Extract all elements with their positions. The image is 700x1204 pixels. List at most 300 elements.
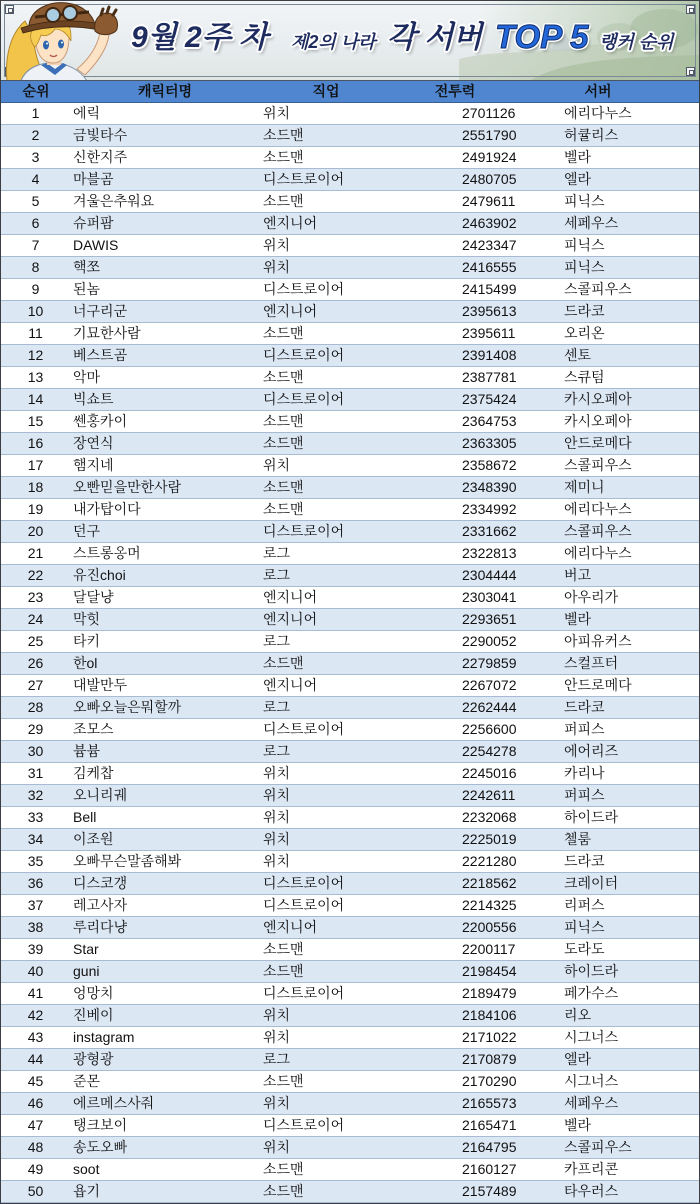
combat-power-cell: 2225019: [462, 831, 517, 847]
server-cell: 벨라: [564, 611, 592, 627]
character-name-cell: 슈퍼팜: [73, 215, 114, 231]
table-row: [1, 851, 699, 873]
rank-cell: 33: [27, 809, 44, 825]
table-row: [1, 1027, 699, 1049]
server-cell: 제미니: [564, 479, 605, 495]
class-cell: 소드맨: [263, 325, 304, 341]
combat-power-cell: 2157489: [462, 1183, 517, 1199]
header-server: 서버: [584, 83, 612, 99]
rank-cell: 8: [31, 259, 40, 275]
class-cell: 소드맨: [263, 1073, 304, 1089]
character-name-cell: 겨울은추워요: [73, 193, 155, 209]
combat-power-cell: 2358672: [462, 457, 517, 473]
character-name-cell: 장연식: [73, 435, 114, 451]
class-cell: 소드맨: [263, 193, 304, 209]
character-name-cell: Bell: [73, 809, 97, 825]
combat-power-cell: 2423347: [462, 237, 517, 253]
server-cell: 하이드라: [564, 963, 619, 979]
rank-cell: 6: [31, 215, 40, 231]
server-cell: 드라코: [564, 853, 605, 869]
rank-cell: 41: [27, 985, 44, 1001]
class-cell: 위치: [263, 765, 291, 781]
server-cell: 스콜피우스: [564, 457, 632, 473]
class-cell: 소드맨: [263, 941, 304, 957]
character-name-cell: soot: [73, 1161, 100, 1177]
rank-cell: 42: [27, 1007, 44, 1023]
class-cell: 위치: [263, 1029, 291, 1045]
table-row: [1, 477, 699, 499]
table-row: [1, 213, 699, 235]
class-cell: 위치: [263, 809, 291, 825]
rank-cell: 3: [31, 149, 40, 165]
table-row: [1, 103, 699, 125]
character-name-cell: 타키: [73, 633, 101, 649]
server-cell: 센토: [564, 347, 592, 363]
class-cell: 디스트로이어: [263, 875, 345, 891]
character-name-cell: 루리다냥: [73, 919, 128, 935]
character-name-cell: 준몬: [73, 1073, 101, 1089]
combat-power-cell: 2214325: [462, 897, 517, 913]
combat-power-cell: 2293651: [462, 611, 517, 627]
server-cell: 에리다누스: [564, 105, 632, 121]
character-name-cell: 핵쪼: [73, 259, 101, 275]
character-name-cell: 내가탑이다: [73, 501, 141, 517]
server-cell: 카시오페아: [564, 391, 632, 407]
combat-power-cell: 2463902: [462, 215, 517, 231]
rank-cell: 9: [31, 281, 40, 297]
combat-power-cell: 2200556: [462, 919, 517, 935]
server-cell: 드라코: [564, 303, 605, 319]
combat-power-cell: 2279859: [462, 655, 517, 671]
character-name-cell: guni: [73, 963, 100, 979]
table-row: [1, 191, 699, 213]
server-cell: 퍼피스: [564, 721, 605, 737]
combat-power-cell: 2304444: [462, 567, 517, 583]
rank-cell: 47: [27, 1117, 44, 1133]
class-cell: 엔지니어: [263, 919, 318, 935]
table-row: [1, 323, 699, 345]
server-cell: 스컬프터: [564, 655, 619, 671]
rank-cell: 18: [27, 479, 44, 495]
table-row: [1, 1181, 699, 1203]
rank-cell: 46: [27, 1095, 44, 1111]
character-name-cell: 햄지네: [73, 457, 114, 473]
table-row: [1, 279, 699, 301]
server-cell: 카시오페아: [564, 413, 632, 429]
rank-cell: 15: [27, 413, 44, 429]
server-cell: 피닉스: [564, 237, 605, 253]
server-cell: 버고: [564, 567, 592, 583]
table-row: [1, 807, 699, 829]
class-cell: 엔지니어: [263, 303, 318, 319]
combat-power-cell: 2416555: [462, 259, 517, 275]
server-cell: 스콜피우스: [564, 523, 632, 539]
combat-power-cell: 2200117: [462, 941, 516, 957]
table-row: [1, 169, 699, 191]
rank-cell: 7: [31, 237, 40, 253]
rank-cell: 39: [27, 941, 44, 957]
rank-cell: 1: [31, 105, 40, 121]
server-cell: 아우리가: [564, 589, 619, 605]
combat-power-cell: 2363305: [462, 435, 517, 451]
server-cell: 카프리콘: [564, 1161, 619, 1177]
class-cell: 위치: [263, 457, 291, 473]
server-cell: 에어리즈: [564, 743, 619, 759]
class-cell: 소드맨: [263, 501, 304, 517]
title-week: 9월 2주 차: [131, 21, 268, 54]
rank-cell: 11: [28, 325, 43, 341]
character-name-cell: 디스코갱: [73, 875, 128, 891]
combat-power-cell: 2395611: [462, 325, 516, 341]
rank-cell: 28: [27, 699, 44, 715]
server-cell: 크레이터: [564, 875, 619, 891]
server-cell: 피닉스: [564, 259, 605, 275]
class-cell: 소드맨: [263, 963, 304, 979]
character-name-cell: 기묘한사람: [73, 325, 141, 341]
combat-power-cell: 2184106: [462, 1007, 517, 1023]
combat-power-cell: 2415499: [462, 281, 517, 297]
class-cell: 위치: [263, 237, 291, 253]
table-row: [1, 873, 699, 895]
rank-cell: 22: [27, 567, 44, 583]
ranking-table-body: [1, 103, 699, 1203]
table-row: [1, 961, 699, 983]
rank-cell: 31: [27, 765, 44, 781]
server-cell: 엘라: [564, 171, 592, 187]
class-cell: 디스트로이어: [263, 391, 345, 407]
rank-cell: 10: [27, 303, 44, 319]
character-name-cell: 에릭: [73, 105, 101, 121]
character-name-cell: 오빤믿을만한사람: [73, 479, 182, 495]
table-row: [1, 983, 699, 1005]
class-cell: 로그: [263, 567, 291, 583]
character-name-cell: 조모스: [73, 721, 114, 737]
header-character-name: 캐릭터명: [137, 83, 193, 99]
character-name-cell: 오빠오늘은뭐할까: [73, 699, 182, 715]
table-row: [1, 895, 699, 917]
header-class: 직업: [312, 83, 340, 99]
character-name-cell: 탱크보이: [73, 1117, 128, 1133]
rank-cell: 34: [27, 831, 44, 847]
rank-cell: 36: [27, 875, 44, 891]
header-spacer: [679, 81, 699, 102]
combat-power-cell: 2262444: [462, 699, 517, 715]
character-name-cell: 욥기: [73, 1183, 101, 1199]
combat-power-cell: 2256600: [462, 721, 517, 737]
rank-cell: 38: [27, 919, 44, 935]
combat-power-cell: 2331662: [462, 523, 517, 539]
character-name-cell: 스트롱옹머: [73, 545, 141, 561]
server-cell: 세페우스: [564, 1095, 619, 1111]
table-row: [1, 543, 699, 565]
combat-power-cell: 2479611: [462, 193, 516, 209]
title-banner: [1, 1, 699, 81]
table-row: [1, 345, 699, 367]
table-row: [1, 1071, 699, 1093]
server-cell: 엘라: [564, 1051, 592, 1067]
character-illustration: [1, 1, 126, 81]
title-top5: TOP 5: [495, 18, 589, 55]
class-cell: 위치: [263, 105, 291, 121]
table-row: [1, 609, 699, 631]
table-row: [1, 521, 699, 543]
combat-power-cell: 2334992: [462, 501, 517, 517]
header-rank: 순위: [22, 83, 50, 99]
rank-cell: 43: [27, 1029, 44, 1045]
character-name-cell: 이조원: [73, 831, 114, 847]
class-cell: 로그: [263, 743, 291, 759]
table-row: [1, 939, 699, 961]
class-cell: 소드맨: [263, 1161, 304, 1177]
table-row: [1, 785, 699, 807]
server-cell: 안드로메다: [564, 677, 632, 693]
rank-cell: 44: [27, 1051, 44, 1067]
table-row: [1, 1115, 699, 1137]
character-name-cell: 레고사자: [73, 897, 128, 913]
rank-cell: 29: [27, 721, 44, 737]
table-row: [1, 1159, 699, 1181]
character-name-cell: 븀븀: [73, 743, 101, 759]
rank-cell: 19: [27, 501, 44, 517]
combat-power-cell: 2164795: [462, 1139, 517, 1155]
server-cell: 리퍼스: [564, 897, 605, 913]
table-row: [1, 1137, 699, 1159]
class-cell: 디스트로이어: [263, 281, 345, 297]
table-row: [1, 147, 699, 169]
rank-cell: 40: [27, 963, 44, 979]
character-name-cell: 막힛: [73, 611, 101, 627]
combat-power-cell: 2165573: [462, 1095, 517, 1111]
server-cell: 안드로메다: [564, 435, 632, 451]
class-cell: 소드맨: [263, 127, 304, 143]
server-cell: 도라도: [564, 941, 605, 957]
server-cell: 하이드라: [564, 809, 619, 825]
rank-cell: 35: [27, 853, 44, 869]
server-cell: 세페우스: [564, 215, 619, 231]
rank-cell: 26: [27, 655, 44, 671]
rank-cell: 45: [27, 1073, 44, 1089]
character-name-cell: 송도오빠: [73, 1139, 128, 1155]
character-name-cell: 진베이: [73, 1007, 114, 1023]
rank-cell: 24: [27, 611, 44, 627]
combat-power-cell: 2290052: [462, 633, 517, 649]
server-cell: 에리다누스: [564, 545, 632, 561]
character-name-cell: 던구: [73, 523, 101, 539]
combat-power-cell: 2170290: [462, 1073, 517, 1089]
server-cell: 아피유커스: [564, 633, 632, 649]
server-cell: 피닉스: [564, 193, 605, 209]
combat-power-cell: 2170879: [462, 1051, 517, 1067]
table-row: [1, 1005, 699, 1027]
table-row: [1, 125, 699, 147]
server-cell: 스큐텀: [564, 369, 605, 385]
table-row: [1, 697, 699, 719]
table-row: [1, 1049, 699, 1071]
table-row: [1, 257, 699, 279]
server-cell: 드라코: [564, 699, 605, 715]
server-cell: 스콜피우스: [564, 1139, 632, 1155]
server-cell: 벨라: [564, 1117, 592, 1133]
combat-power-cell: 2254278: [462, 743, 517, 759]
rank-cell: 48: [27, 1139, 44, 1155]
character-name-cell: 오빠무슨말좀해봐: [73, 853, 182, 869]
combat-power-cell: 2267072: [462, 677, 517, 693]
class-cell: 로그: [263, 699, 291, 715]
combat-power-cell: 2198454: [462, 963, 517, 979]
class-cell: 로그: [263, 1051, 291, 1067]
rank-cell: 25: [27, 633, 44, 649]
character-name-cell: 한ol: [73, 655, 98, 671]
class-cell: 위치: [263, 787, 291, 803]
table-row: [1, 389, 699, 411]
server-cell: 오리온: [564, 325, 605, 341]
character-name-cell: instagram: [73, 1029, 135, 1045]
combat-power-cell: 2165471: [462, 1117, 517, 1133]
character-name-cell: 유진choi: [73, 567, 126, 583]
rank-cell: 12: [27, 347, 44, 363]
class-cell: 엔지니어: [263, 677, 318, 693]
class-cell: 소드맨: [263, 413, 304, 429]
table-row: [1, 455, 699, 477]
server-cell: 벨라: [564, 149, 592, 165]
combat-power-cell: 2391408: [462, 347, 517, 363]
class-cell: 엔지니어: [263, 215, 318, 231]
combat-power-cell: 2189479: [462, 985, 517, 1001]
combat-power-cell: 2375424: [462, 391, 517, 407]
combat-power-cell: 2491924: [462, 149, 517, 165]
combat-power-cell: 2242611: [462, 787, 516, 803]
class-cell: 위치: [263, 1139, 291, 1155]
character-name-cell: 쎈홍카이: [73, 413, 128, 429]
class-cell: 소드맨: [263, 149, 304, 165]
combat-power-cell: 2218562: [462, 875, 517, 891]
character-name-cell: 대발만두: [73, 677, 128, 693]
rank-cell: 32: [27, 787, 44, 803]
table-row: [1, 719, 699, 741]
rank-cell: 30: [27, 743, 44, 759]
character-name-cell: Star: [73, 941, 99, 957]
combat-power-cell: 2245016: [462, 765, 517, 781]
table-row: [1, 1093, 699, 1115]
combat-power-cell: 2480705: [462, 171, 517, 187]
character-name-cell: 신한지주: [73, 149, 128, 165]
class-cell: 디스트로이어: [263, 721, 345, 737]
character-name-cell: DAWIS: [73, 237, 119, 253]
rank-cell: 27: [27, 677, 44, 693]
combat-power-cell: 2171022: [462, 1029, 517, 1045]
table-row: [1, 741, 699, 763]
class-cell: 위치: [263, 259, 291, 275]
rank-cell: 16: [27, 435, 44, 451]
combat-power-cell: 2160127: [462, 1161, 517, 1177]
rank-cell: 37: [27, 897, 44, 913]
character-name-cell: 오니리궤: [73, 787, 128, 803]
class-cell: 디스트로이어: [263, 347, 345, 363]
table-row: [1, 675, 699, 697]
class-cell: 엔지니어: [263, 589, 318, 605]
table-row: [1, 565, 699, 587]
server-cell: 시그너스: [564, 1029, 619, 1045]
rank-cell: 50: [27, 1183, 44, 1199]
combat-power-cell: 2395613: [462, 303, 517, 319]
class-cell: 로그: [263, 633, 291, 649]
server-cell: 리오: [564, 1007, 592, 1023]
table-row: [1, 829, 699, 851]
table-header-row: [1, 81, 699, 103]
character-name-cell: 광형광: [73, 1051, 114, 1067]
rank-cell: 4: [31, 171, 40, 187]
combat-power-cell: 2348390: [462, 479, 517, 495]
class-cell: 소드맨: [263, 1183, 304, 1199]
table-row: [1, 653, 699, 675]
rank-cell: 17: [27, 457, 44, 473]
class-cell: 디스트로이어: [263, 985, 345, 1001]
title-ranking: 랭커 순위: [599, 32, 674, 52]
rank-cell: 5: [31, 193, 40, 209]
class-cell: 디스트로이어: [263, 897, 345, 913]
server-cell: 타우러스: [564, 1183, 619, 1199]
class-cell: 디스트로이어: [263, 1117, 345, 1133]
header-combat-power: 전투력: [434, 83, 476, 99]
server-cell: 피닉스: [564, 919, 605, 935]
character-name-cell: 빅쇼트: [73, 391, 114, 407]
server-cell: 허큘리스: [564, 127, 619, 143]
class-cell: 위치: [263, 1007, 291, 1023]
class-cell: 위치: [263, 853, 291, 869]
class-cell: 위치: [263, 831, 291, 847]
rank-cell: 2: [31, 127, 40, 143]
server-cell: 시그너스: [564, 1073, 619, 1089]
table-row: [1, 367, 699, 389]
server-cell: 카리나: [564, 765, 605, 781]
rank-cell: 14: [27, 391, 44, 407]
table-row: [1, 631, 699, 653]
combat-power-cell: 2303041: [462, 589, 517, 605]
rank-cell: 21: [27, 545, 44, 561]
class-cell: 엔지니어: [263, 611, 318, 627]
class-cell: 로그: [263, 545, 291, 561]
character-name-cell: 악마: [73, 369, 101, 385]
server-cell: 첼룸: [564, 831, 592, 847]
table-row: [1, 499, 699, 521]
character-name-cell: 김케찹: [73, 765, 114, 781]
character-name-cell: 마블곰: [73, 171, 114, 187]
class-cell: 위치: [263, 1095, 291, 1111]
title-game-name: 제2의 나라: [291, 32, 376, 52]
class-cell: 디스트로이어: [263, 523, 345, 539]
table-row: [1, 433, 699, 455]
combat-power-cell: 2701126: [462, 105, 516, 121]
server-cell: 페가수스: [564, 985, 619, 1001]
combat-power-cell: 2232068: [462, 809, 517, 825]
rank-cell: 20: [27, 523, 44, 539]
title-server: 각 서버: [387, 21, 483, 54]
class-cell: 소드맨: [263, 655, 304, 671]
table-row: [1, 587, 699, 609]
rank-cell: 49: [27, 1161, 44, 1177]
character-name-cell: 금빛타수: [73, 127, 128, 143]
server-cell: 스콜피우스: [564, 281, 632, 297]
class-cell: 소드맨: [263, 435, 304, 451]
character-name-cell: 너구리군: [73, 303, 128, 319]
class-cell: 디스트로이어: [263, 171, 345, 187]
character-name-cell: 달달냥: [73, 589, 114, 605]
combat-power-cell: 2322813: [462, 545, 517, 561]
rank-cell: 23: [27, 589, 44, 605]
character-name-cell: 베스트곰: [73, 347, 128, 363]
server-cell: 에리다누스: [564, 501, 632, 517]
rank-cell: 13: [27, 369, 44, 385]
